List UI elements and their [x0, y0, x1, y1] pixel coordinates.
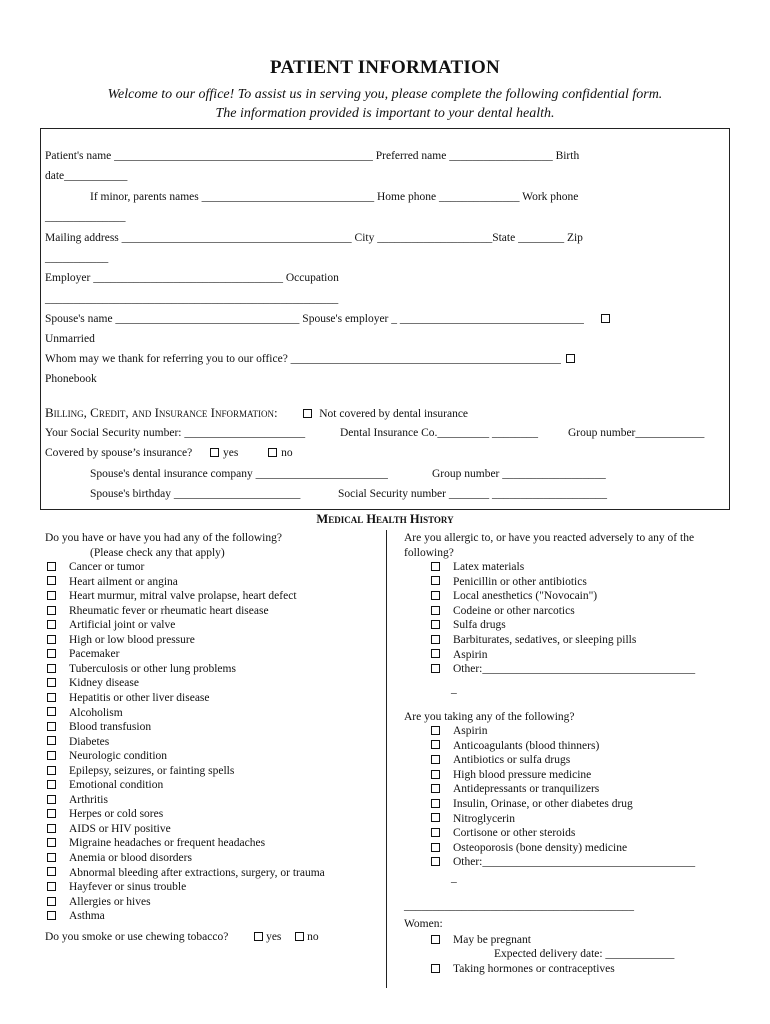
condition-item [45, 605, 269, 617]
tobacco-row [45, 931, 319, 943]
medication-item [429, 827, 575, 839]
condition-label: Allergies or hives [69, 895, 151, 908]
condition-item [45, 648, 119, 660]
spouse-name-text: Spouse's name ________________________________ Spouse's employer _ ________________________________ [45, 313, 584, 325]
column-divider [386, 530, 387, 988]
medication-item [429, 856, 695, 868]
condition-checkbox[interactable] [47, 795, 56, 804]
medication-checkbox[interactable] [431, 843, 440, 852]
condition-checkbox[interactable] [47, 897, 56, 906]
allergy-checkbox[interactable] [431, 576, 440, 585]
condition-checkbox[interactable] [47, 882, 56, 891]
tobacco-yes-checkbox[interactable] [254, 932, 263, 941]
medication-label: Nitroglycerin [453, 812, 515, 825]
women-heading: Women: [404, 918, 443, 930]
medication-checkbox[interactable] [431, 740, 440, 749]
medication-checkbox[interactable] [431, 828, 440, 837]
condition-checkbox[interactable] [47, 751, 56, 760]
covered-yes-checkbox[interactable] [210, 448, 219, 457]
condition-checkbox[interactable] [47, 809, 56, 818]
condition-label: Hayfever or sinus trouble [69, 881, 187, 894]
medical-history-heading: Medical Health History [316, 512, 454, 526]
condition-label: Cancer or tumor [69, 561, 145, 573]
condition-checkbox[interactable] [47, 736, 56, 745]
phonebook-checkbox[interactable] [566, 354, 575, 363]
page-title: PATIENT INFORMATION [270, 57, 500, 78]
medication-checkbox[interactable] [431, 813, 440, 822]
condition-item [45, 779, 163, 791]
covered-no-label: no [281, 447, 293, 459]
parents-names-line[interactable]: If minor, parents names ______________________________ Home phone ______________ Work phone [90, 191, 579, 203]
allergy-checkbox[interactable] [431, 562, 440, 571]
condition-item [45, 765, 234, 777]
allergy-label: Barbiturates, sedatives, or sleeping pills [453, 634, 637, 646]
condition-item [45, 590, 297, 602]
medication-item [429, 798, 633, 810]
condition-checkbox[interactable] [47, 664, 56, 673]
condition-checkbox[interactable] [47, 824, 56, 833]
medication-item [429, 740, 599, 752]
delivery-date-line[interactable]: Expected delivery date: ____________ [494, 948, 675, 960]
employer-line[interactable]: Employer _________________________________ Occupation [45, 272, 339, 284]
conditions-question: Do you have or have you had any of the following? [45, 532, 282, 544]
condition-item [45, 910, 105, 922]
occupation-line[interactable]: ___________________________________________________ [45, 293, 339, 305]
allergy-checkbox[interactable] [431, 649, 440, 658]
condition-checkbox[interactable] [47, 766, 56, 775]
medication-item [429, 813, 515, 825]
medication-checkbox[interactable] [431, 857, 440, 866]
tobacco-question: Do you smoke or use chewing tobacco? [45, 931, 229, 943]
allergy-label: Latex materials [453, 561, 525, 573]
condition-label: Neurologic condition [69, 750, 168, 763]
meds-question: Are you taking any of the following? [404, 711, 575, 723]
condition-item [45, 852, 192, 864]
medication-item [429, 769, 591, 781]
allergy-label: Codeine or other narcotics [453, 604, 575, 617]
condition-label: Herpes or cold sores [69, 808, 164, 821]
allergy-item [429, 605, 575, 617]
condition-label: Abnormal bleeding after extractions, surgery, or trauma [69, 866, 325, 879]
allergy-checkbox[interactable] [431, 591, 440, 600]
allergy-item [429, 590, 597, 602]
condition-label: Heart ailment or angina [69, 575, 178, 588]
condition-checkbox[interactable] [47, 576, 56, 585]
pregnant-checkbox[interactable] [431, 935, 440, 944]
allergy-checkbox[interactable] [431, 664, 440, 673]
condition-checkbox[interactable] [47, 722, 56, 731]
birth-date-line[interactable]: date___________ [45, 170, 128, 182]
medication-checkbox[interactable] [431, 726, 440, 735]
medication-label: Aspirin [453, 725, 488, 737]
condition-item [45, 634, 195, 646]
ssn-line[interactable]: Your Social Security number: _____________________ [45, 427, 306, 439]
allergy-label: Penicillin or other antibiotics [453, 575, 587, 588]
allergy-question-1: Are you allergic to, or have you reacted adversely to any of the [404, 532, 695, 544]
referral-line[interactable] [45, 353, 579, 365]
condition-checkbox[interactable] [47, 853, 56, 862]
spouse-company-line[interactable]: Spouse's dental insurance company _______________________ [90, 468, 388, 480]
intro-line-2: The information provided is important to your dental health. [215, 106, 555, 121]
condition-checkbox[interactable] [47, 591, 56, 600]
work-phone-line[interactable]: ______________ [45, 211, 126, 223]
condition-item [45, 692, 210, 704]
allergy-item [429, 619, 506, 631]
allergy-label: Local anesthetics ("Novocain") [453, 590, 598, 603]
pregnant-label: May be pregnant [453, 934, 531, 946]
tobacco-yes-label: yes [266, 931, 282, 943]
condition-item [45, 750, 167, 762]
unmarried-label: Unmarried [45, 333, 95, 345]
condition-item [45, 881, 186, 893]
condition-label: Blood transfusion [69, 721, 152, 734]
allergy-checkbox[interactable] [431, 606, 440, 615]
condition-item [45, 663, 236, 675]
medication-label: High blood pressure medicine [453, 768, 592, 781]
allergy-label: Other:_____________________________________ [453, 663, 696, 676]
condition-label: Pacemaker [69, 648, 120, 661]
condition-label: Heart murmur, mitral valve prolapse, heart defect [69, 590, 297, 603]
covered-yes-label: yes [222, 447, 239, 459]
condition-checkbox[interactable] [47, 707, 56, 716]
covered-question: Covered by spouse’s insurance? [45, 447, 193, 459]
allergy-other-continued[interactable]: _ [451, 683, 457, 695]
condition-label: Arthritis [69, 793, 108, 806]
medication-label: Anticoagulants (blood thinners) [453, 739, 600, 752]
spouse-ssn-line[interactable]: Social Security number _______ ____________________ [338, 488, 607, 500]
medication-label: Osteoporosis (bone density) medicine [453, 841, 628, 854]
condition-checkbox[interactable] [47, 911, 56, 920]
medication-label: Insulin, Orinase, or other diabetes drug [453, 798, 633, 810]
allergy-question-2: following? [404, 547, 454, 559]
covered-row [45, 447, 293, 459]
meds-other-continued[interactable]: _ [451, 872, 457, 884]
condition-checkbox[interactable] [47, 838, 56, 847]
condition-label: Diabetes [69, 735, 110, 748]
medication-item [429, 842, 627, 854]
hormones-label: Taking hormones or contraceptives [453, 963, 615, 975]
condition-checkbox[interactable] [47, 867, 56, 876]
condition-label: Epilepsy, seizures, or fainting spells [69, 764, 235, 777]
allergy-item [429, 649, 488, 661]
condition-checkbox[interactable] [47, 620, 56, 629]
medication-checkbox[interactable] [431, 755, 440, 764]
tobacco-no-label: no [307, 931, 319, 943]
allergy-checkbox[interactable] [431, 620, 440, 629]
condition-checkbox[interactable] [47, 678, 56, 687]
patient-name-line[interactable]: Patient's name _____________________________________________ Preferred name __________________ Birth [45, 150, 580, 162]
not-covered-label: Not covered by dental insurance [319, 408, 469, 420]
condition-label: Emotional condition [69, 779, 164, 792]
condition-checkbox[interactable] [47, 635, 56, 644]
pregnant-row [429, 934, 531, 946]
condition-label: Asthma [69, 910, 105, 923]
allergy-item [429, 663, 695, 675]
condition-item [45, 576, 178, 588]
medication-checkbox[interactable] [431, 770, 440, 779]
spouse-birthday-line[interactable]: Spouse's birthday ______________________ [90, 488, 301, 500]
condition-item [45, 808, 163, 820]
medication-label: Antidepressants or tranquilizers [453, 783, 600, 796]
allergy-item [429, 634, 636, 646]
billing-heading: Billing, Credit, and Insurance Information: [45, 405, 278, 420]
condition-label: Migraine headaches or frequent headaches [69, 837, 266, 850]
condition-checkbox[interactable] [47, 649, 56, 658]
medication-label: Other:_____________________________________ [453, 856, 696, 869]
billing-row [45, 405, 468, 421]
condition-label: High or low blood pressure [69, 633, 195, 646]
condition-item [45, 736, 109, 748]
condition-item [45, 721, 151, 733]
medication-item [429, 725, 488, 737]
condition-item [45, 867, 325, 879]
condition-label: Kidney disease [69, 677, 139, 690]
condition-checkbox[interactable] [47, 562, 56, 571]
intro-line-1: Welcome to our office! To assist us in serving you, please complete the following confidential form. [107, 87, 663, 102]
allergy-checkbox[interactable] [431, 635, 440, 644]
condition-label: Artificial joint or valve [69, 619, 176, 632]
allergy-item [429, 576, 587, 588]
condition-label: Hepatitis or other liver disease [69, 691, 210, 704]
tobacco-no-checkbox[interactable] [295, 932, 304, 941]
hormones-row [429, 963, 615, 975]
hormones-checkbox[interactable] [431, 964, 440, 973]
covered-no-checkbox[interactable] [268, 448, 277, 457]
condition-item [45, 677, 139, 689]
conditions-instruction: (Please check any that apply) [90, 547, 225, 559]
women-separator: ________________________________________ [404, 900, 634, 912]
condition-item [45, 794, 108, 806]
medication-checkbox[interactable] [431, 784, 440, 793]
allergy-item [429, 561, 524, 573]
condition-label: Tuberculosis or other lung problems [69, 662, 236, 675]
group-number-line[interactable]: Group number____________ [568, 427, 705, 439]
condition-label: Rheumatic fever or rheumatic heart disease [69, 604, 269, 617]
condition-label: AIDS or HIV positive [69, 822, 171, 835]
spouse-name-line[interactable] [45, 313, 614, 325]
medication-item [429, 754, 570, 766]
condition-item [45, 896, 151, 908]
medication-label: Cortisone or other steroids [453, 827, 576, 840]
condition-checkbox[interactable] [47, 780, 56, 789]
condition-checkbox[interactable] [47, 693, 56, 702]
insurance-co-line[interactable]: Dental Insurance Co._________ ________ [340, 427, 539, 439]
condition-label: Alcoholism [69, 706, 123, 719]
allergy-label: Aspirin [453, 648, 488, 661]
phonebook-label: Phonebook [45, 373, 97, 385]
unmarried-checkbox[interactable] [601, 314, 610, 323]
condition-checkbox[interactable] [47, 606, 56, 615]
condition-item [45, 823, 171, 835]
medication-checkbox[interactable] [431, 799, 440, 808]
condition-label: Anemia or blood disorders [69, 852, 192, 864]
zip-line[interactable]: ___________ [45, 252, 109, 264]
condition-item [45, 619, 175, 631]
mailing-address-line[interactable]: Mailing address ________________________________________ City ____________________State ________ Zip [45, 232, 583, 244]
allergy-label: Sulfa drugs [453, 619, 506, 632]
condition-item [45, 561, 144, 573]
referral-text: Whom may we thank for referring you to our office? _______________________________________________ [45, 353, 561, 365]
condition-item [45, 707, 123, 719]
condition-item [45, 837, 265, 849]
medication-item [429, 783, 599, 795]
spouse-group-line[interactable]: Group number __________________ [432, 468, 606, 480]
medication-label: Antibiotics or sulfa drugs [453, 754, 571, 767]
not-covered-checkbox[interactable] [303, 409, 312, 418]
